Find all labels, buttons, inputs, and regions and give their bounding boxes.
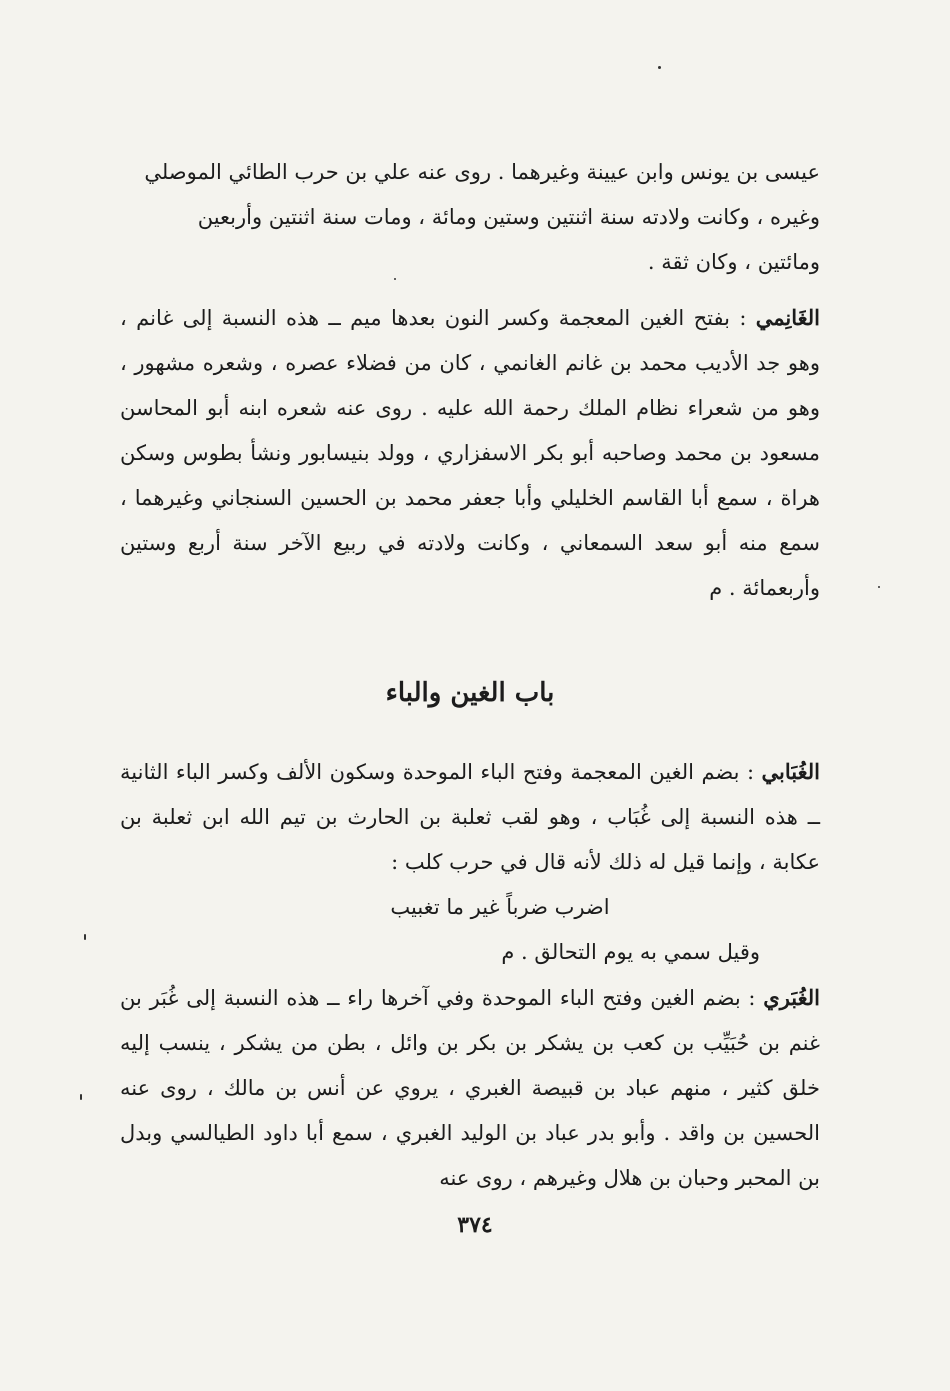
entry-ghubabi-text: : بضم الغين المعجمة وفتح الباء الموحدة وسكون الألف وكسر الباء الثانية ــ هذه النسبة إلى غُبَاب ، وهو لقب ثعلبة بن الحارث بن تيم الله ابن ثعلبة بن عكابة ، وإنما قيل له ذلك لأنه قال في حرب كلب : bbox=[120, 760, 820, 874]
scan-speck bbox=[878, 586, 880, 588]
entry-ghubabi-after-verse: وقيل سمي به يوم التحالق . م bbox=[501, 940, 760, 964]
scan-speck bbox=[84, 934, 86, 940]
entry-continuation bbox=[120, 150, 820, 285]
entry-ghubabi-verse: اضرب ضرباً غير ما تغبيب bbox=[390, 895, 610, 919]
entry-ghubari bbox=[120, 975, 820, 1201]
entry-ghubari-text: : بضم الغين وفتح الباء الموحدة وفي آخرها راء ــ هذه النسبة إلى غُبَر بن غنم بن حُبَيِّب بن كعب بن يشكر بن بكر بن وائل ، بطن من يشكر ، ينسب إليه خلق كثير ، منهم عباد بن قبيصة الغبري ، يروي عن أنس بن مالك ، روى عنه الحسين بن واقد . وأبو بدر عباد بن الوليد الغبري ، سمع أبا داود الطيالسي وبدل بن المحبر وحبان بن هلال وغيرهم ، روى عنه bbox=[120, 986, 820, 1190]
entry-continuation-line-1: عيسى بن يونس وابن عيينة وغيرهما . روى عنه علي بن حرب الطائي الموصلي bbox=[144, 160, 820, 184]
entry-ghubabi bbox=[120, 749, 820, 885]
chapter-title: باب الغين والباء bbox=[385, 678, 555, 708]
scan-speck bbox=[658, 66, 661, 69]
entry-ghubari-headword: الغُبَري bbox=[763, 985, 820, 1010]
entry-continuation-line-2: وغيره ، وكانت ولادته سنة اثنتين وستين ومائة ، ومات سنة اثنتين وأربعين bbox=[197, 205, 820, 229]
scan-speck bbox=[394, 278, 396, 280]
page-body bbox=[120, 150, 820, 1201]
page-number: ٣٧٤ bbox=[457, 1212, 493, 1238]
entry-ghanimi bbox=[120, 295, 820, 611]
entry-ghanimi-text: : بفتح الغين المعجمة وكسر النون بعدها ميم ــ هذه النسبة إلى غانم ، وهو جد الأديب محمد بن غانم الغانمي ، كان من فضلاء عصره ، وشعره مشهور ، وهو من شعراء نظام الملك رحمة الله عليه . روى عنه شعره ابنه أبو المحاسن مسعود بن محمد وصاحبه أبو بكر الاسفزاري ، وولد بنيسابور ونشأ بطوس وسكن هراة ، سمع أبا القاسم الخليلي وأبا جعفر محمد بن الحسين السنجاني وغيرهما ، سمع منه أبو سعد السمعاني ، وكانت ولادته في ربيع الآخر سنة أربع وستين وأربعمائة . م bbox=[120, 306, 820, 600]
entry-ghubabi-headword: الغُبَابي bbox=[761, 759, 820, 784]
scan-speck bbox=[80, 1094, 82, 1100]
entry-ghanimi-headword: الغَانِمي bbox=[755, 305, 820, 330]
entry-continuation-line-3: ومائتين ، وكان ثقة . bbox=[647, 250, 820, 274]
